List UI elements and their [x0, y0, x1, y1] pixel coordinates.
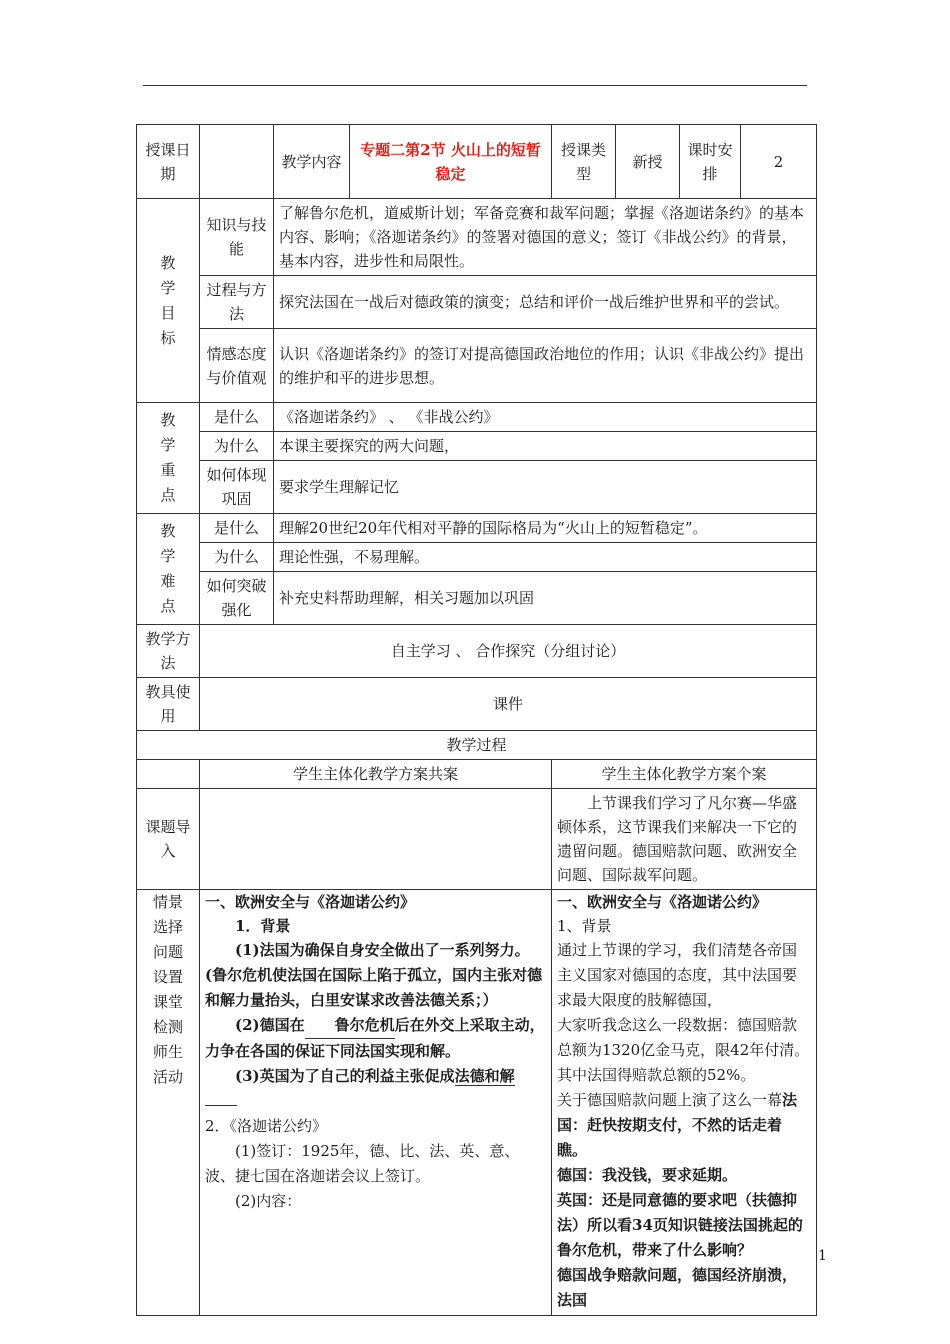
label-class-hours: 课时安排	[680, 125, 741, 199]
shared-blank-1: 鲁尔危机	[305, 1013, 395, 1039]
individual-plan-cell	[552, 890, 817, 1316]
method-row	[137, 625, 817, 678]
intro-shared-cell	[200, 789, 552, 890]
difficulty-label: 是什么	[200, 514, 274, 543]
col-shared-header: 学生主体化教学方案共案	[200, 760, 552, 789]
shared-heading-2: 1．背景	[235, 917, 291, 935]
individual-paragraph-1: 通过上节课的学习，我们清楚各帝国主义国家对德国的态度，其中法国要求最大限度的肢解德国，	[557, 941, 798, 1009]
label-teaching-content: 教学内容	[274, 125, 350, 199]
keypoint-text: 《洛迦诺条约》 、 《非战公约》	[274, 403, 817, 432]
tools-text: 课件	[200, 678, 817, 731]
shared-heading-3: 2．《洛迦诺公约》	[205, 1117, 328, 1135]
shared-paragraph-3: (3)英国为了自己的利益主张促成法德和解	[205, 1064, 546, 1114]
difficulty-row-why	[137, 543, 817, 572]
main-activity-label: 情景选择问题设置课堂检测师生活动	[137, 890, 200, 1316]
objectives-section-label: 教学目标	[137, 199, 200, 403]
lesson-type-value: 新授	[616, 125, 680, 199]
difficulty-text: 理论性强，不易理解。	[274, 543, 817, 572]
keypoint-text: 要求学生理解记忆	[274, 461, 817, 514]
keypoint-text: 本课主要探究的两大问题，	[274, 432, 817, 461]
difficulty-text: 补充史料帮助理解，相关习题加以巩固	[274, 572, 817, 625]
objective-row-emotion	[137, 329, 817, 403]
process-heading: 教学过程	[137, 731, 817, 760]
lesson-title: 专题二第2节 火山上的短暂稳定	[350, 125, 552, 199]
keypoint-label: 为什么	[200, 432, 274, 461]
objective-label: 情感态度与价值观	[200, 329, 274, 403]
difficulty-text: 理解20世纪20年代相对平静的国际格局为“火山上的短暂稳定”。	[274, 514, 817, 543]
objective-text: 探究法国在一战后对德政策的演变；总结和评价一战后维护世界和平的尝试。	[274, 276, 817, 329]
method-label: 教学方法	[137, 625, 200, 678]
individual-paragraph-6: 德国战争赔款问题，德国经济崩溃，法国	[557, 1266, 798, 1309]
objective-row-knowledge	[137, 199, 817, 276]
keypoint-label: 是什么	[200, 403, 274, 432]
intro-text: 上节课我们学习了凡尔赛—华盛顿体系，这节课我们来解决一下它的遗留问题。德国赔款问题、欧洲安全问题、国际裁军问题。	[552, 789, 817, 890]
difficulty-label: 如何突破强化	[200, 572, 274, 625]
teaching-date-value	[200, 125, 274, 199]
individual-paragraph-3: 关于德国赔款问题上演了这么一幕法国：赶快按期支付，不然的话走着瞧。	[557, 1091, 798, 1159]
shared-paragraph-5: (2)内容：	[235, 1192, 302, 1210]
method-text: 自主学习 、 合作探究（分组讨论）	[200, 625, 817, 678]
class-hours-value: 2	[741, 125, 817, 199]
shared-blank-2: 法德和解	[454, 1067, 515, 1085]
difficulty-row-what	[137, 514, 817, 543]
keypoint-label: 如何体现巩固	[200, 461, 274, 514]
individual-paragraph-5: 英国：还是同意德的要求吧（扶德抑法）所以看34页知识链接法国挑起的鲁尔危机，带来了什么影响？	[557, 1191, 803, 1259]
intro-label: 课题导入	[137, 789, 200, 890]
intro-row	[137, 789, 817, 890]
shared-paragraph-2: (2)德国在 鲁尔危机后在外交上采取主动，力争在各国的保证下同法国实现和解。	[205, 1013, 546, 1064]
label-teaching-date: 授课日期	[137, 125, 200, 199]
individual-paragraph-2: 大家听我念这么一段数据：德国赔款总额为1320亿金马克，限42年付清。其中法国得赔款总额的52%。	[557, 1016, 810, 1084]
shared-paragraph-4: (1)签订：1925年，德、比、法、英、意、波、捷七国在洛迦诺会议上签订。	[205, 1142, 520, 1185]
main-activity-row	[137, 890, 817, 1316]
objective-label: 知识与技能	[200, 199, 274, 276]
shared-plan-cell	[200, 890, 552, 1316]
objective-label: 过程与方法	[200, 276, 274, 329]
individual-heading-1: 一、欧洲安全与《洛迦诺公约》	[557, 893, 768, 911]
keypoint-row-why	[137, 432, 817, 461]
difficulty-label: 为什么	[200, 543, 274, 572]
individual-paragraph-4: 德国：我没钱，要求延期。	[557, 1166, 738, 1184]
process-heading-row	[137, 731, 817, 760]
objective-text: 认识《洛迦诺条约》的签订对提高德国政治地位的作用；认识《非战公约》提出的维护和平的进步思想。	[274, 329, 817, 403]
individual-heading-2: 1、背景	[557, 917, 612, 935]
header-rule	[143, 85, 807, 86]
tools-row	[137, 678, 817, 731]
process-corner-cell	[137, 760, 200, 789]
process-columns-row	[137, 760, 817, 789]
tools-label: 教具使用	[137, 678, 200, 731]
objective-row-process	[137, 276, 817, 329]
keypoint-row-what	[137, 403, 817, 432]
shared-paragraph-1: (1)法国为确保自身安全做出了一系列努力。(鲁尔危机使法国在国际上陷于孤立，国内主张对德和解力量抬头，白里安谋求改善法德关系；）	[205, 941, 543, 1009]
keypoint-row-how	[137, 461, 817, 514]
difficulty-row-how	[137, 572, 817, 625]
objective-text: 了解鲁尔危机，道威斯计划；军备竞赛和裁军问题；掌握《洛迦诺条约》的基本内容、影响；《洛迦诺条约》的签署对德国的意义；签订《非战公约》的背景，基本内容，进步性和局限性。	[274, 199, 817, 276]
col-individual-header: 学生主体化教学方案个案	[552, 760, 817, 789]
page-number: 1	[818, 1248, 827, 1264]
header-row	[137, 125, 817, 199]
shared-heading-1: 一、欧洲安全与《洛迦诺公约》	[205, 893, 416, 911]
label-lesson-type: 授课类型	[552, 125, 616, 199]
lesson-plan-table	[136, 124, 817, 1316]
difficulties-section-label: 教学难点	[137, 514, 200, 625]
keypoints-section-label: 教学重点	[137, 403, 200, 514]
